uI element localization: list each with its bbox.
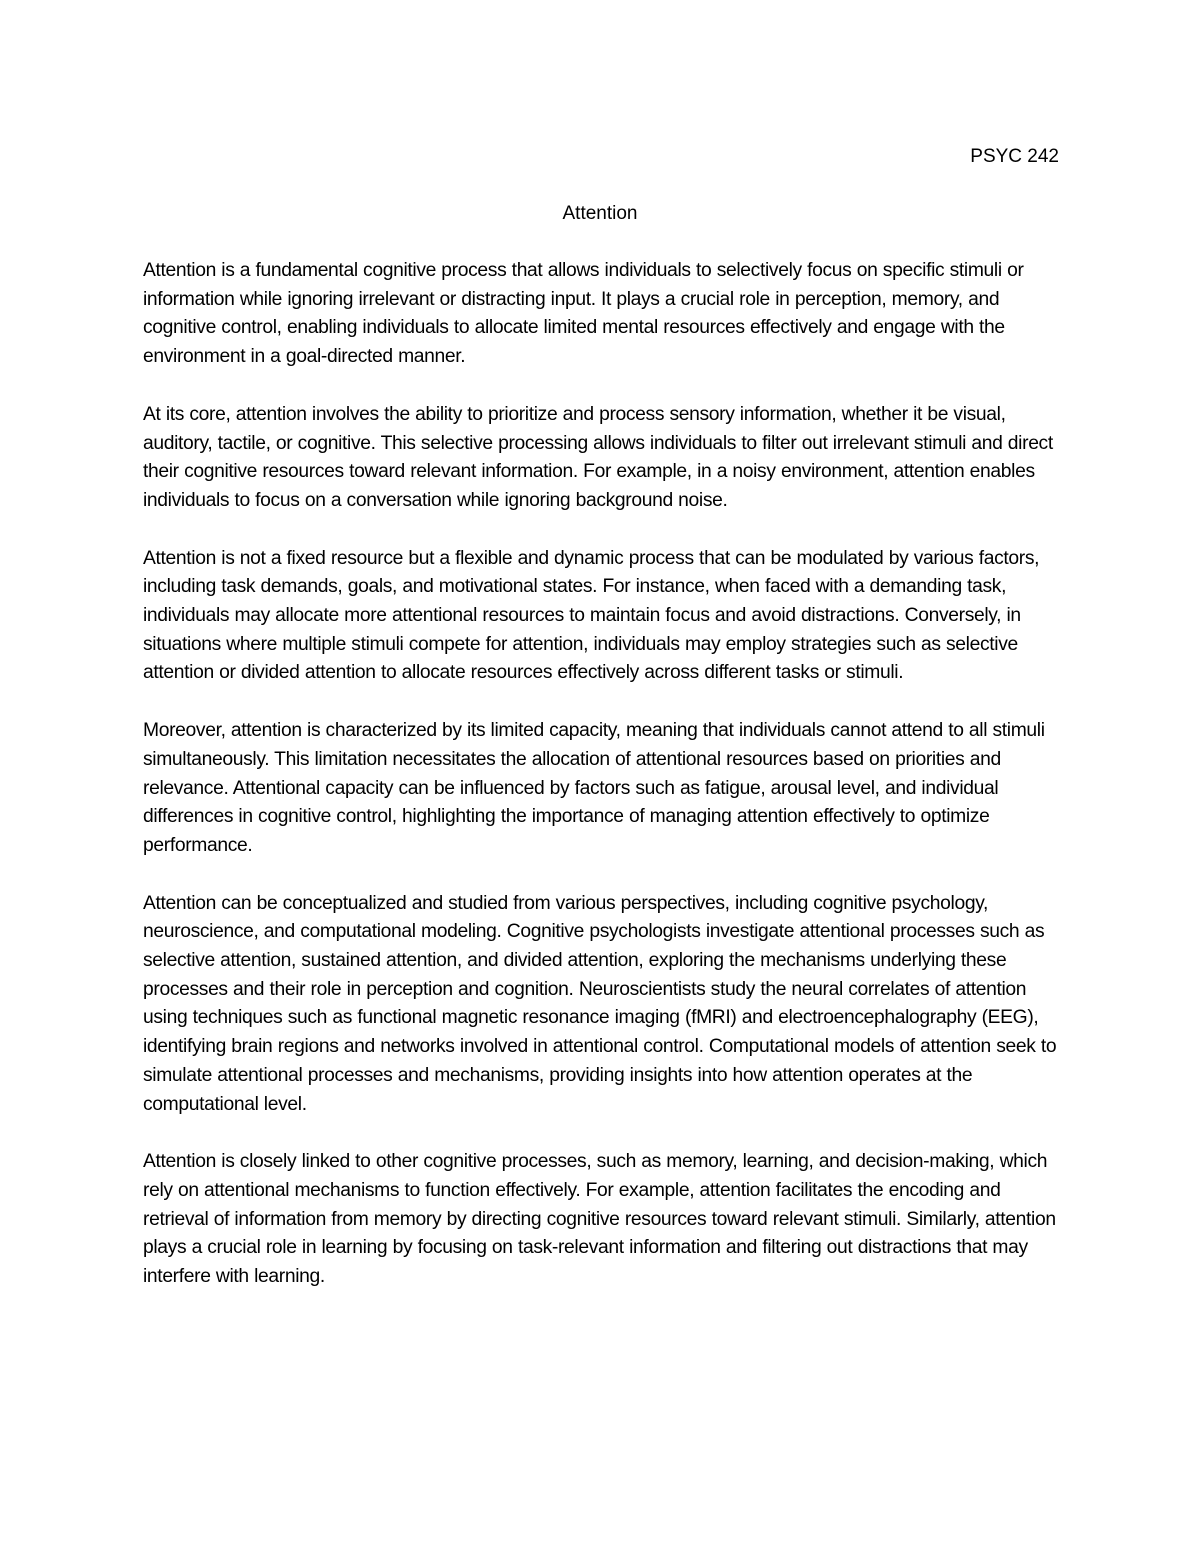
paragraph: Attention is a fundamental cognitive process that allows individuals to selectively focus on specific stimuli or information while ignoring irrelevant or distracting input. It plays a crucial role in perception, memory, and cognitive control, enabling individuals to allocate limited mental resources effectively and engage with the environment in a goal-directed manner. <box>143 260 1024 368</box>
document-title: Attention <box>562 203 638 224</box>
paragraph: Attention can be conceptualized and studied from various perspectives, including cognitive psychology, neuroscience, and computational modeling. Cognitive psychologists investigate attentional processes such as selective attention, sustained attention, and divided attention, exploring the mechanisms underlying these processes and their role in perception and cognition. Neuroscientists study the neural correlates of attention using techniques such as functional magnetic resonance imaging (fMRI) and electroencephalography (EEG), identifying brain regions and networks involved in attentional control. Computational models of attention seek to simulate attentional processes and mechanisms, providing insights into how attention operates at the computational level. <box>143 892 1057 1115</box>
paragraph: Moreover, attention is characterized by its limited capacity, meaning that individuals cannot attend to all stimuli simultaneously. This limitation necessitates the allocation of attentional resources based on priorities and relevance. Attentional capacity can be influenced by factors such as fatigue, arousal level, and individual differences in cognitive control, highlighting the importance of managing attention effectively to optimize performance. <box>143 720 1045 856</box>
paragraph: Attention is closely linked to other cognitive processes, such as memory, learning, and decision-making, which rely on attentional mechanisms to function effectively. For example, attention facilitates the encoding and retrieval of information from memory by directing cognitive resources toward relevant stimuli. Similarly, attention plays a crucial role in learning by focusing on task-relevant information and filtering out distractions that may interfere with learning. <box>143 1151 1056 1288</box>
paragraph: At its core, attention involves the ability to prioritize and process sensory information, whether it be visual, auditory, tactile, or cognitive. This selective processing allows individuals to filter out irrelevant stimuli and direct their cognitive resources toward relevant information. For example, in a noisy environment, attention enables individuals to focus on a conversation while ignoring background noise. <box>143 403 1053 511</box>
course-code-header: PSYC 242 <box>970 146 1059 167</box>
paragraph: Attention is not a fixed resource but a flexible and dynamic process that can be modulated by various factors, including task demands, goals, and motivational states. For instance, when faced with a demanding task, individuals may allocate more attentional resources to maintain focus and avoid distractions. Conversely, in situations where multiple stimuli compete for attention, individuals may employ strategies such as selective attention or divided attention to allocate resources effectively across different tasks or stimuli. <box>143 547 1040 684</box>
document-body <box>143 257 1059 1321</box>
